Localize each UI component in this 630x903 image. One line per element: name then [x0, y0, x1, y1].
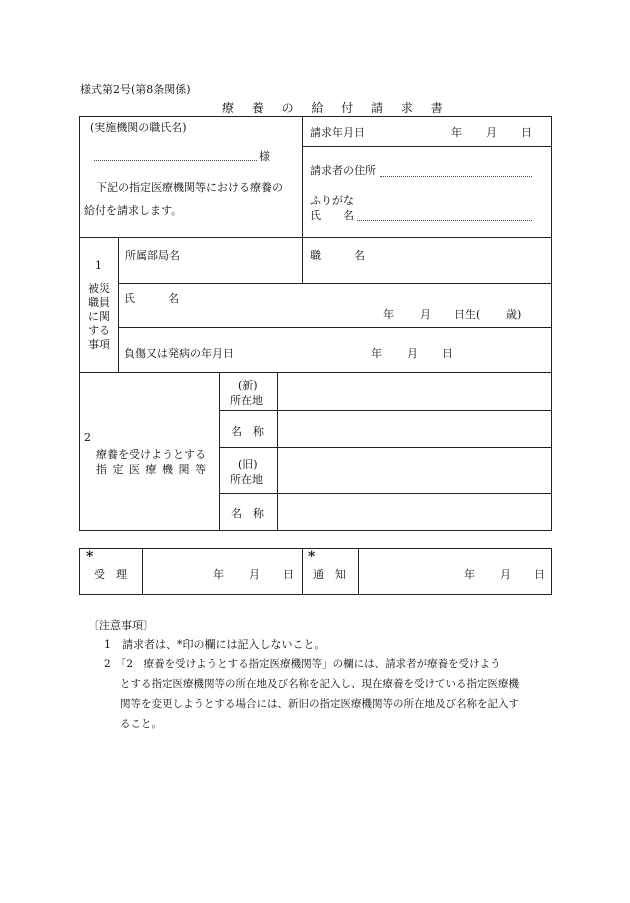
notice-year: 年: [464, 568, 475, 581]
address-line[interactable]: [380, 176, 532, 177]
agency-label: (実施機関の職氏名): [90, 121, 187, 134]
post-label: 職 名: [310, 249, 365, 262]
section1-heading-3: に関: [88, 310, 110, 323]
age-suffix: 歳): [506, 308, 522, 321]
note-item-2-line3: 関等を変更しようとする場合には、新旧の指定医療機関等の所在地及び名称を記入す: [120, 698, 519, 710]
notes-heading: 〔注意事項〕: [88, 619, 154, 632]
birth-day-suffix: 日生(: [454, 308, 481, 321]
requester-name-label: 氏 名: [310, 209, 354, 222]
receipt-label: 受 理: [94, 568, 127, 581]
birth-year: 年: [383, 308, 394, 321]
notice-month: 月: [500, 568, 511, 581]
form-title: 療 養 の 給 付 請 求 書: [222, 101, 450, 115]
injury-date-label: 負傷又は発病の年月日: [124, 347, 234, 360]
form-number: 様式第2号(第8条関係): [80, 83, 191, 96]
note-item-2-line1: 2 「2 療養を受けようとする指定医療機関等」の欄には、請求者が療養を受けよう: [104, 658, 501, 670]
old-location-label: 所在地: [230, 473, 263, 486]
section1-heading-1: 被災: [88, 282, 110, 295]
request-date-month: 月: [486, 126, 497, 139]
section2-heading-2: 指 定 医 療 機 関 等: [96, 463, 207, 476]
birth-month: 月: [420, 308, 431, 321]
injury-day: 日: [442, 347, 453, 360]
request-statement-line2: 給付を請求します。: [84, 204, 183, 217]
receipt-day: 日: [283, 568, 294, 581]
old-tag: (旧): [238, 458, 258, 471]
section1-heading-2: 職員: [88, 296, 110, 309]
receipt-month: 月: [249, 568, 260, 581]
new-name-label: 名 称: [231, 425, 264, 438]
department-label: 所属部局名: [125, 249, 180, 262]
note-item-1: 1 請求者は、*印の欄には記入しないこと。: [104, 638, 326, 651]
receipt-year: 年: [213, 568, 224, 581]
new-tag: (新): [238, 379, 258, 392]
address-label: 請求者の住所: [310, 164, 376, 177]
notice-star: *: [308, 549, 316, 565]
honorific: 様: [259, 150, 270, 163]
employee-name-label: 氏 名: [124, 292, 179, 305]
note-item-2-line4: ること。: [120, 718, 162, 730]
notice-day: 日: [534, 568, 545, 581]
request-date-label: 請求年月日: [310, 126, 365, 139]
old-name-label: 名 称: [231, 507, 264, 520]
furigana-label: ふりがな: [310, 194, 354, 207]
section2-heading-1: 療養を受けようとする: [96, 448, 206, 461]
request-date-day: 日: [521, 126, 532, 139]
requester-name-line[interactable]: [357, 220, 532, 221]
receipt-star: *: [86, 549, 94, 565]
note-item-2-line2: とする指定医療機関等の所在地及び名称を記入し、現在療養を受けている指定医療機: [120, 678, 519, 690]
section1-heading-4: する: [88, 324, 110, 337]
request-statement-line1: 下記の指定医療機関等における療養の: [96, 181, 283, 194]
section1-number: 1: [95, 259, 102, 272]
request-date-year: 年: [451, 126, 462, 139]
new-location-label: 所在地: [230, 394, 263, 407]
notice-label: 通 知: [313, 568, 346, 581]
section2-number: 2: [84, 431, 91, 444]
section1-heading-5: 事項: [88, 338, 110, 351]
injury-month: 月: [407, 347, 418, 360]
agency-name-line[interactable]: [94, 160, 257, 161]
injury-year: 年: [371, 347, 382, 360]
